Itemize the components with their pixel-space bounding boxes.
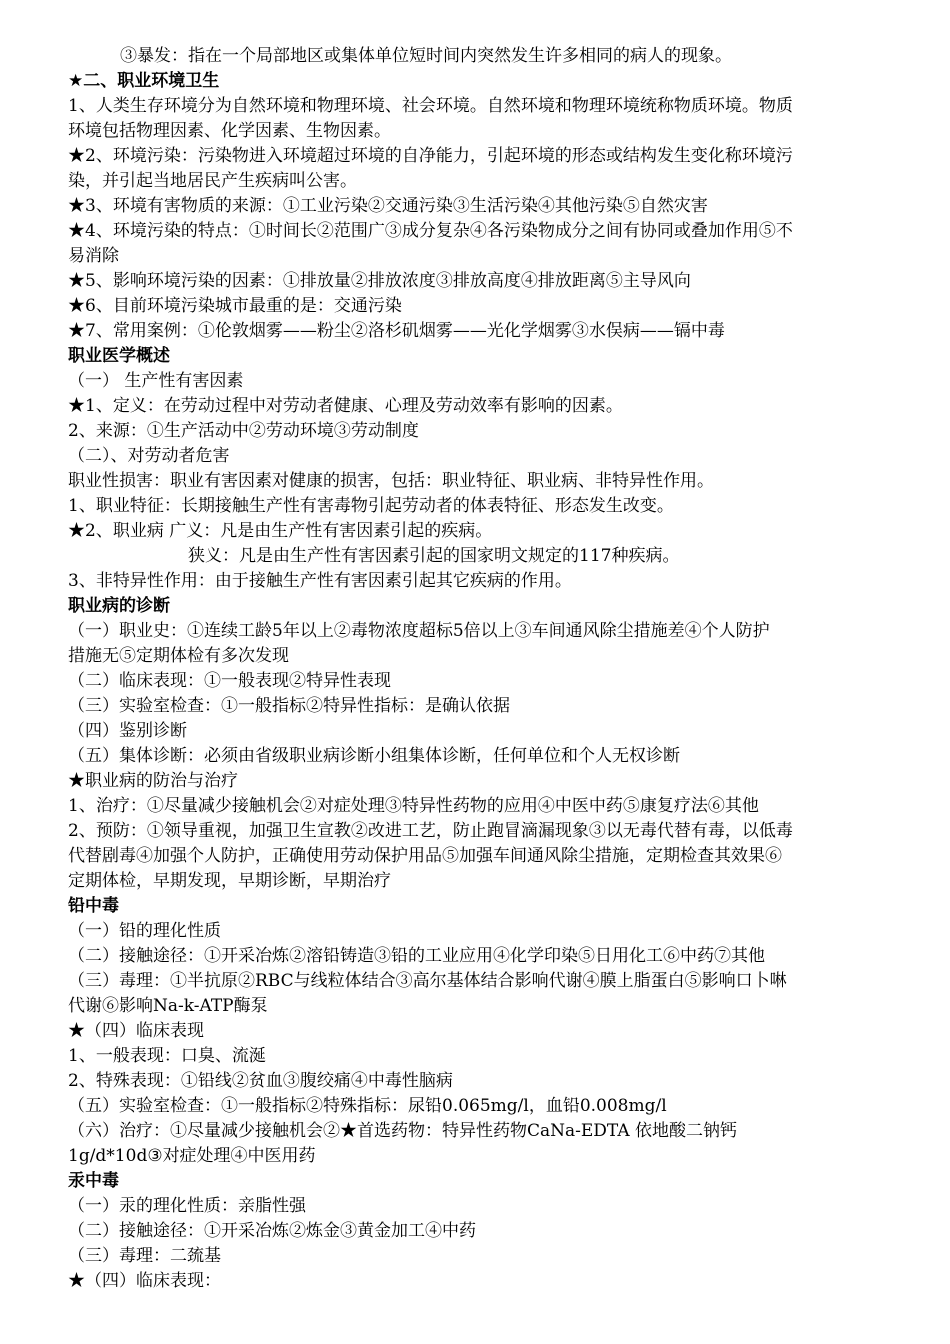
- text-line: （一）汞的理化性质：亲脂性强: [68, 1196, 306, 1216]
- text-line: 染，并引起当地居民产生疾病叫公害。: [68, 171, 357, 191]
- text-line: （三）毒理：①半抗原②RBC与线粒体结合③高尔基体结合影响代谢④膜上脂蛋白⑤影响口卜啉: [68, 971, 787, 991]
- text-line: 2、预防：①领导重视，加强卫生宣教②改进工艺，防止跑冒滴漏现象③以无毒代替有毒，以低毒: [68, 821, 793, 841]
- text-line: ★职业病的防治与治疗: [68, 771, 238, 791]
- text-line: （一）铅的理化性质: [68, 921, 221, 941]
- text-line: 1、职业特征：长期接触生产性有害毒物引起劳动者的体表特征、形态发生改变。: [68, 496, 674, 516]
- text-line: 2、特殊表现：①铅线②贫血③腹绞痛④中毒性脑病: [68, 1071, 453, 1091]
- text-line: ★4、环境污染的特点：①时间长②范围广③成分复杂④各污染物成分之间有协同或叠加作用⑤不: [68, 221, 793, 241]
- section-heading: 职业医学概述: [68, 346, 170, 366]
- text-line: （五）实验室检查：①一般指标②特殊指标：尿铅0.065mg/l，血铅0.008mg/l: [68, 1096, 667, 1116]
- text-line: （一） 生产性有害因素: [68, 371, 244, 391]
- text-line: ★5、影响环境污染的因素：①排放量②排放浓度③排放高度④排放距离⑤主导风向: [68, 271, 691, 291]
- text-line: ★3、环境有害物质的来源：①工业污染②交通污染③生活污染④其他污染⑤自然灾害: [68, 196, 708, 216]
- text-line: 定期体检，早期发现，早期诊断，早期治疗: [68, 871, 391, 891]
- text-line: ★（四）临床表现：: [68, 1271, 221, 1291]
- section-heading: 职业病的诊断: [68, 596, 170, 616]
- text-line: 环境包括物理因素、化学因素、生物因素。: [68, 121, 391, 141]
- text-line: ★2、职业病 广义：凡是由生产性有害因素引起的疾病。: [68, 521, 493, 541]
- text-line: 1、治疗：①尽量减少接触机会②对症处理③特异性药物的应用④中医中药⑤康复疗法⑥其他: [68, 796, 759, 816]
- text-line: 3、非特异性作用：由于接触生产性有害因素引起其它疾病的作用。: [68, 571, 572, 591]
- text-line: ★6、目前环境污染城市最重的是：交通污染: [68, 296, 402, 316]
- text-line: ★2、环境污染：污染物进入环境超过环境的自净能力，引起环境的形态或结构发生变化称环境污: [68, 146, 793, 166]
- text-line: （二）临床表现：①一般表现②特异性表现: [68, 671, 391, 691]
- section-heading: ★二、职业环境卫生: [68, 71, 220, 91]
- text-line: 代替剧毒④加强个人防护，正确使用劳动保护用品⑤加强车间通风除尘措施，定期检查其效果⑥: [68, 846, 782, 866]
- text-line: ★7、常用案例：①伦敦烟雾——粉尘②洛杉矶烟雾——光化学烟雾③水俣病——镉中毒: [68, 321, 725, 341]
- text-line: ★1、定义：在劳动过程中对劳动者健康、心理及劳动效率有影响的因素。: [68, 396, 623, 416]
- text-line: 2、来源：①生产活动中②劳动环境③劳动制度: [68, 421, 419, 441]
- text-line: 代谢⑥影响Na-k-ATP酶泵: [68, 996, 268, 1016]
- text-line: 1g/d*10d③对症处理④中医用药: [68, 1146, 316, 1166]
- text-line: 1、一般表现：口臭、流涎: [68, 1046, 266, 1066]
- text-line: 职业性损害：职业有害因素对健康的损害，包括：职业特征、职业病、非特异性作用。: [68, 471, 714, 491]
- text-line: （三）毒理：二巯基: [68, 1246, 221, 1266]
- text-line: 1、人类生存环境分为自然环境和物理环境、社会环境。自然环境和物理环境统称物质环境。物质: [68, 96, 793, 116]
- section-heading: 汞中毒: [68, 1171, 119, 1191]
- text-line: （四）鉴别诊断: [68, 721, 187, 741]
- text-line: 易消除: [68, 246, 119, 266]
- text-line: （六）治疗：①尽量减少接触机会②★首选药物：特异性药物CaNa-EDTA 依地酸二钠钙: [68, 1121, 738, 1141]
- text-line: （二）、对劳动者危害: [68, 446, 230, 466]
- text-line: ★（四）临床表现: [68, 1021, 204, 1041]
- text-line: （二）接触途径：①开采冶炼②炼金③黄金加工④中药: [68, 1221, 476, 1241]
- section-heading: 铅中毒: [68, 896, 119, 916]
- text-line: ③暴发：指在一个局部地区或集体单位短时间内突然发生许多相同的病人的现象。: [120, 46, 732, 66]
- text-line: （二）接触途径：①开采冶炼②溶铅铸造③铅的工业应用④化学印染⑤日用化工⑥中药⑦其他: [68, 946, 765, 966]
- text-line: 措施无⑤定期体检有多次发现: [68, 646, 289, 666]
- text-line: （三）实验室检查：①一般指标②特异性指标：是确认依据: [68, 696, 510, 716]
- text-line: （五）集体诊断：必须由省级职业病诊断小组集体诊断，任何单位和个人无权诊断: [68, 746, 680, 766]
- text-line: （一）职业史：①连续工龄5年以上②毒物浓度超标5倍以上③车间通风除尘措施差④个人防护: [68, 621, 770, 641]
- text-line: 狭义：凡是由生产性有害因素引起的国家明文规定的117种疾病。: [188, 546, 680, 566]
